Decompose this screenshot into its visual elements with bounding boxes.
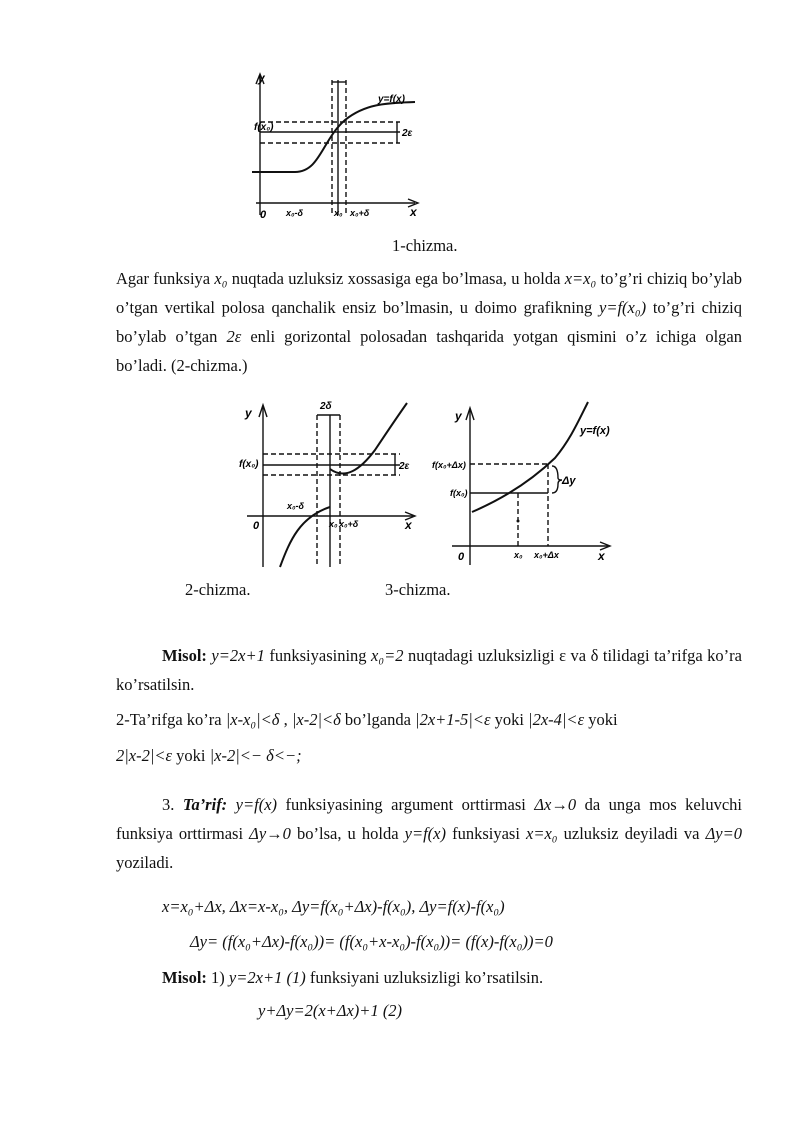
fig1-xright: x₀+δ [350, 208, 370, 218]
fig3-curve-label: y=f(x) [580, 425, 610, 437]
fig1-xleft: x₀-δ [286, 208, 304, 218]
fig2-fx0: f(x₀) [239, 459, 259, 470]
figure-2-caption: 2-chizma. [185, 580, 251, 599]
fig3-x0dx: x₀+Δx [534, 550, 559, 560]
fig2-x0: x₀ [329, 519, 338, 529]
fig1-band: 2ε [402, 128, 413, 139]
fig3-fx0: f(x₀) [450, 488, 468, 498]
fig2-y-label: y [245, 406, 252, 420]
fig2-xright: x₀+δ [339, 519, 359, 529]
fig2-x-label: x [405, 518, 412, 532]
fig3-dy: Δy [562, 475, 576, 487]
fig1-fx0: f(x₀) [254, 122, 274, 133]
figure-3-caption: 3-chizma. [385, 580, 451, 599]
fig3-x0: x₀ [514, 550, 523, 560]
example-2: Misol: 1) y=2x+1 (1) funksiyani uzluksizligi ko’rsatilsin. [162, 968, 544, 987]
fig1-origin: 0 [260, 209, 267, 221]
fig2-xleft: x₀-δ [287, 501, 305, 511]
example-1: Misol: y=2x+1 funksiyasining x₀=2 nuqtadagi uzluksizligi ε va δ tilidagi ta’rifga ko’ra ko’rsatilsin. [116, 646, 742, 694]
fig3-origin: 0 [458, 551, 465, 563]
fig3-x-label: x [598, 549, 605, 563]
fig2-top: 2δ [320, 401, 332, 412]
fig1-x-label: x [410, 205, 417, 219]
figure-1 [250, 70, 430, 225]
fig3-y-label: y [455, 409, 462, 423]
fig2-band: 2ε [399, 461, 410, 472]
definition-2-cont: 2|x-2|<ε yoki |x-2|<− δ<−; [116, 746, 302, 765]
fig1-y-label: y [258, 71, 265, 85]
definition-3: 3. Ta’rif: y=f(x) funksiyasining argument orttirmasi Δx→0 da unga mos keluvchi funksiya orttirmasi Δy→0 bo’lsa, u holda y=f(x) funksiyasi x=x₀ uzluksiz deyiladi va Δy=0 yoziladi. [116, 795, 742, 872]
fig3-fx0dx: f(x₀+Δx) [432, 460, 466, 470]
figure-2 [235, 395, 420, 570]
fig2-origin: 0 [253, 520, 260, 532]
fig1-x0: x₀ [334, 208, 343, 218]
equation-line-1: x=x₀+Δx, Δx=x-x₀, Δy=f(x₀+Δx)-f(x₀), Δy=f(x)-f(x₀) [162, 897, 505, 916]
equation-line-2: Δy= (f(x₀+Δx)-f(x₀))= (f(x₀+x-x₀)-f(x₀))= (f(x)-f(x₀))=0 [190, 932, 553, 951]
fig1-curve-label: y=f(x) [378, 94, 405, 105]
definition-2-line: 2-Ta’rifga ko’ra |x-x₀|<δ , |x-2|<δ bo’lganda |2x+1-5|<ε yoki |2x-4|<ε yoki [116, 710, 618, 729]
equation-line-3: y+Δy=2(x+Δx)+1 (2) [258, 1001, 403, 1020]
figure-1-caption: 1-chizma. [392, 236, 458, 255]
paragraph-continuity-def: Agar funksiya x₀ nuqtada uzluksiz xossasiga ega bo’lmasa, u holda x=x₀ to’g’ri chiziq bo’ylab o’tgan vertikal polosa qanchalik ensiz bo’lmasin, u doimo grafikning y=f(x₀) to’g’ri chiziq bo’ylab o’tgan 2ε enli gorizontal polosadan tashqarida yotgan qismini o’z ichiga olgan bo’ladi. (2-chizma.) [116, 269, 743, 375]
figure-3 [430, 400, 620, 570]
